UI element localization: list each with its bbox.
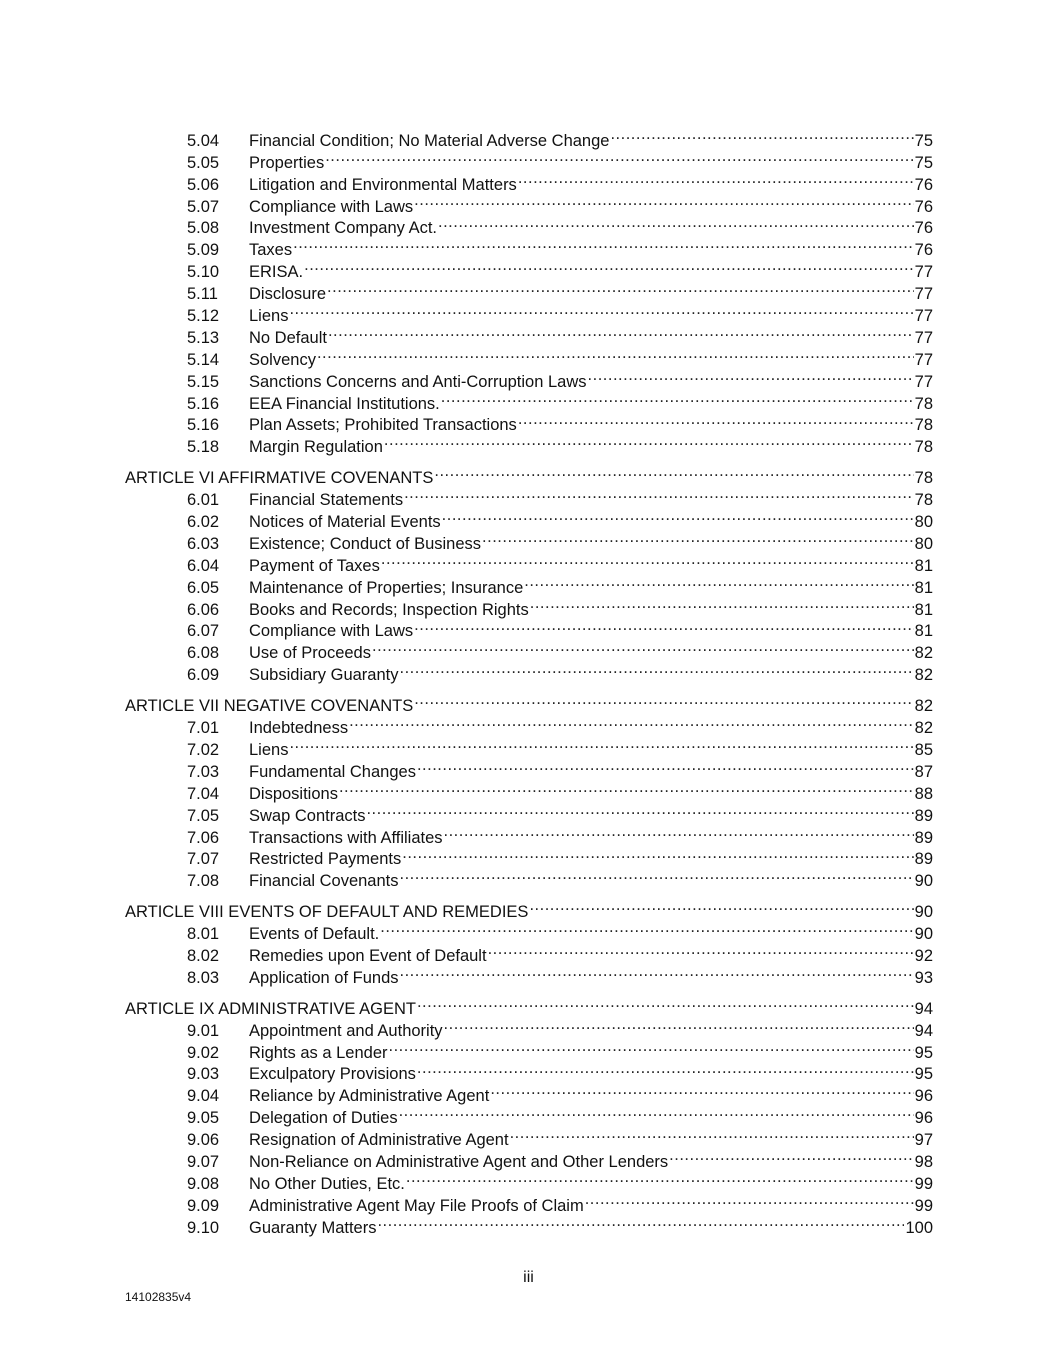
page-number: iii — [523, 1269, 534, 1286]
dot-leader — [482, 527, 914, 549]
toc-section-title: Financial Statements — [249, 491, 404, 510]
document-id: 14102835v4 — [125, 1290, 192, 1304]
toc-page-number: 76 — [914, 175, 933, 194]
toc-page-number: 78 — [914, 469, 933, 488]
toc-page-number: 100 — [905, 1218, 933, 1237]
dot-leader — [414, 615, 913, 637]
toc-section-title: ERISA. — [249, 263, 304, 282]
toc-section-number — [125, 968, 249, 990]
dot-leader — [327, 277, 914, 299]
toc-section-number-text: 6.01 — [187, 491, 220, 510]
toc-page-number: 77 — [914, 350, 933, 369]
toc-section-number — [125, 306, 249, 328]
dot-leader — [610, 124, 913, 146]
toc-page-number: 75 — [914, 153, 933, 172]
toc-page-number: 81 — [914, 578, 933, 597]
toc-section-number-text: 7.04 — [187, 784, 220, 803]
toc-section-title: Remedies upon Event of Default — [249, 946, 487, 965]
toc-page-number: 99 — [914, 1196, 933, 1215]
dot-leader — [304, 255, 914, 277]
toc-section-number — [125, 175, 249, 197]
toc-section-number — [125, 512, 249, 534]
toc-section-number-text: 6.08 — [187, 644, 220, 663]
toc-section-number — [125, 1021, 249, 1043]
toc-section-number-text: 9.04 — [187, 1087, 220, 1106]
toc-section-title: Reliance by Administrative Agent — [249, 1087, 490, 1106]
toc-page-number: 98 — [914, 1152, 933, 1171]
dot-leader — [524, 571, 913, 593]
dot-leader — [384, 430, 914, 452]
toc-section-title: Resignation of Administrative Agent — [249, 1131, 509, 1150]
dot-leader — [406, 1167, 914, 1189]
toc-section-number-text: 7.08 — [187, 872, 220, 891]
dot-leader — [588, 365, 914, 387]
toc-page-number: 95 — [914, 1043, 933, 1062]
toc-page-number: 78 — [914, 394, 933, 413]
toc-section-title: Litigation and Environmental Matters — [249, 175, 517, 194]
toc-section-number — [125, 262, 249, 284]
dot-leader — [402, 843, 913, 865]
dot-leader — [438, 212, 914, 234]
toc-section-title: Use of Proceeds — [249, 644, 371, 663]
toc-section-number-text: 5.10 — [187, 263, 220, 282]
toc-section-title: Liens — [249, 740, 289, 759]
toc-section-title: Solvency — [249, 350, 316, 369]
toc-section-number-text: 6.06 — [187, 600, 220, 619]
toc-page-number: 89 — [914, 828, 933, 847]
dot-leader — [389, 1036, 914, 1058]
toc-page-number: 76 — [914, 219, 933, 238]
toc-section-number — [125, 946, 249, 968]
toc-article-title: ARTICLE VI AFFIRMATIVE COVENANTS — [125, 469, 434, 488]
toc-section-number — [125, 1196, 249, 1218]
toc-section-title: Sanctions Concerns and Anti-Corruption Laws — [249, 372, 587, 391]
toc-page-number: 95 — [914, 1065, 933, 1084]
toc-section-title: Compliance with Laws — [249, 622, 414, 641]
dot-leader — [404, 483, 914, 505]
toc-section-number — [125, 600, 249, 622]
toc-section-number — [125, 828, 249, 850]
toc-section-number — [125, 394, 249, 416]
toc-section-number — [125, 153, 249, 175]
dot-leader — [518, 168, 914, 190]
toc-section-title: Exculpatory Provisions — [249, 1065, 416, 1084]
dot-leader — [417, 755, 914, 777]
toc-section-number — [125, 665, 249, 687]
toc-page-number: 85 — [914, 740, 933, 759]
toc-section-title: EEA Financial Institutions. — [249, 394, 440, 413]
dot-leader — [518, 409, 914, 431]
toc-section-title: Existence; Conduct of Business — [249, 534, 482, 553]
toc-section-title: Disclosure — [249, 285, 327, 304]
toc-article-title: ARTICLE VII NEGATIVE COVENANTS — [125, 697, 414, 716]
toc-page-number: 92 — [914, 946, 933, 965]
dot-leader — [339, 777, 914, 799]
toc-section-title: Liens — [249, 307, 289, 326]
toc-section-number — [125, 762, 249, 784]
toc-article-title: ARTICLE IX ADMINISTRATIVE AGENT — [125, 999, 416, 1018]
toc-section-number — [125, 534, 249, 556]
toc-section-title: Indebtedness — [249, 719, 349, 738]
dot-leader — [510, 1123, 914, 1145]
toc-section-row[interactable] — [125, 124, 933, 150]
toc-section-title: Restricted Payments — [249, 850, 402, 869]
toc-section-title: Financial Covenants — [249, 872, 399, 891]
toc-section-number-text: 8.01 — [187, 925, 220, 944]
toc-section-number-text: 9.09 — [187, 1196, 220, 1215]
toc-section-number — [125, 131, 249, 153]
toc-page-number: 87 — [914, 762, 933, 781]
dot-leader — [289, 733, 913, 755]
toc-section-number — [125, 1174, 249, 1196]
toc-page-number: 96 — [914, 1109, 933, 1128]
toc-section-number — [125, 437, 249, 459]
toc-section-title: Appointment and Authority — [249, 1021, 443, 1040]
dot-leader — [372, 636, 914, 658]
toc-section-number — [125, 197, 249, 219]
dot-leader — [366, 799, 913, 821]
toc-section-number — [125, 240, 249, 262]
toc-page-number: 88 — [914, 784, 933, 803]
dot-leader — [349, 711, 914, 733]
toc-article-title: ARTICLE VIII EVENTS OF DEFAULT AND REMEDIES — [125, 903, 529, 922]
toc-section-number-text: 9.03 — [187, 1065, 220, 1084]
dot-leader — [529, 895, 913, 917]
toc-section-title: Non-Reliance on Administrative Agent and Other Lenders — [249, 1152, 669, 1171]
toc-section-number-text: 8.02 — [187, 946, 220, 965]
toc-section-number — [125, 578, 249, 600]
toc-page-number: 77 — [914, 328, 933, 347]
toc-page-number: 89 — [914, 850, 933, 869]
toc-section-title: Financial Condition; No Material Adverse Change — [249, 131, 610, 150]
toc-section-number-text: 5.08 — [187, 219, 220, 238]
toc-section-number — [125, 1130, 249, 1152]
toc-section-number-text: 5.16 — [187, 416, 220, 435]
toc-page-number: 75 — [914, 131, 933, 150]
toc-page-number: 76 — [914, 197, 933, 216]
toc-page-number: 82 — [914, 644, 933, 663]
toc-section-title: Rights as a Lender — [249, 1043, 388, 1062]
dot-leader — [417, 1058, 914, 1080]
toc-article-row[interactable] — [125, 895, 933, 922]
dot-leader — [490, 1079, 913, 1101]
toc-article-row[interactable] — [125, 461, 933, 488]
toc-section-number — [125, 490, 249, 512]
toc-section-title: Margin Regulation — [249, 438, 383, 457]
toc-section-number — [125, 284, 249, 306]
toc-section-number — [125, 621, 249, 643]
dot-leader — [441, 387, 914, 409]
dot-leader — [417, 992, 914, 1014]
toc-section-number-text: 5.11 — [187, 285, 218, 304]
toc-page-number: 77 — [914, 285, 933, 304]
toc-section-title: Transactions with Affiliates — [249, 828, 443, 847]
toc-section-number-text: 7.01 — [187, 719, 220, 738]
dot-leader — [444, 821, 914, 843]
dot-leader — [400, 658, 914, 680]
toc-page-number: 94 — [914, 1021, 933, 1040]
toc-page-number: 89 — [914, 806, 933, 825]
toc-section-number-text: 6.05 — [187, 578, 220, 597]
toc-page-number: 82 — [914, 697, 933, 716]
toc-page-number: 77 — [914, 307, 933, 326]
toc-section-number — [125, 643, 249, 665]
dot-leader — [380, 917, 913, 939]
toc-section-number — [125, 415, 249, 437]
dot-leader — [442, 505, 914, 527]
toc-section-title: Fundamental Changes — [249, 762, 416, 781]
toc-section-number — [125, 328, 249, 350]
toc-page-number: 78 — [914, 438, 933, 457]
toc-section-number-text: 7.06 — [187, 828, 220, 847]
toc-section-title: Compliance with Laws — [249, 197, 414, 216]
dot-leader — [377, 1211, 904, 1233]
toc-section-number-text: 5.14 — [187, 350, 220, 369]
toc-article-row[interactable] — [125, 689, 933, 716]
toc-section-number — [125, 806, 249, 828]
toc-section-number-text: 8.03 — [187, 968, 220, 987]
dot-leader — [293, 233, 914, 255]
dot-leader — [399, 1101, 914, 1123]
toc-section-number-text: 9.06 — [187, 1131, 220, 1150]
toc-section-number-text: 5.12 — [187, 307, 220, 326]
toc-section-number-text: 9.10 — [187, 1218, 220, 1237]
toc-page-number: 99 — [914, 1174, 933, 1193]
toc-section-number-text: 9.07 — [187, 1152, 220, 1171]
dot-leader — [289, 299, 913, 321]
toc-page-number: 97 — [914, 1131, 933, 1150]
toc-section-number — [125, 556, 249, 578]
toc-section-title: Dispositions — [249, 784, 338, 803]
toc-section-title: Books and Records; Inspection Rights — [249, 600, 529, 619]
dot-leader — [444, 1014, 914, 1036]
dot-leader — [325, 146, 913, 168]
dot-leader — [434, 461, 913, 483]
toc-section-number-text: 9.05 — [187, 1109, 220, 1128]
toc-section-title: No Default — [249, 328, 327, 347]
toc-section-number-text: 6.03 — [187, 534, 220, 553]
toc-page-number: 82 — [914, 666, 933, 685]
toc-section-number-text: 5.15 — [187, 372, 220, 391]
toc-section-number — [125, 1086, 249, 1108]
toc-section-number-text: 5.16 — [187, 394, 220, 413]
toc-section-number — [125, 350, 249, 372]
toc-page-number: 77 — [914, 372, 933, 391]
dot-leader — [317, 343, 914, 365]
toc-section-title: Plan Assets; Prohibited Transactions — [249, 416, 517, 435]
toc-section-title: Application of Funds — [249, 968, 399, 987]
toc-section-number-text: 6.09 — [187, 666, 220, 685]
toc-section-title: Administrative Agent May File Proofs of Claim — [249, 1196, 584, 1215]
toc-section-number-text: 6.02 — [187, 513, 220, 532]
toc-section-number — [125, 1108, 249, 1130]
toc-section-number — [125, 740, 249, 762]
toc-section-title: Notices of Material Events — [249, 513, 441, 532]
toc-page-number: 77 — [914, 263, 933, 282]
toc-section-number-text: 7.02 — [187, 740, 220, 759]
toc-page-number: 81 — [914, 600, 933, 619]
toc-section-number — [125, 218, 249, 240]
toc-section-number-text: 5.05 — [187, 153, 220, 172]
dot-leader — [400, 864, 914, 886]
toc-section-number-text: 5.07 — [187, 197, 220, 216]
dot-leader — [488, 939, 914, 961]
toc-page-number: 82 — [914, 719, 933, 738]
toc-section-title: Investment Company Act. — [249, 219, 438, 238]
toc-section-number-text: 5.13 — [187, 328, 220, 347]
toc-page-number: 90 — [914, 903, 933, 922]
toc-section-title: Events of Default. — [249, 925, 380, 944]
toc-section-number-text: 9.01 — [187, 1021, 220, 1040]
toc-page-number: 76 — [914, 241, 933, 260]
toc-page-number: 94 — [914, 999, 933, 1018]
dot-leader — [530, 593, 914, 615]
toc-section-number-text: 5.04 — [187, 131, 220, 150]
dot-leader — [585, 1189, 914, 1211]
toc-section-number — [125, 1064, 249, 1086]
dot-leader — [414, 190, 913, 212]
toc-page-number: 78 — [914, 416, 933, 435]
toc-page-number: 96 — [914, 1087, 933, 1106]
toc-section-title: Properties — [249, 153, 325, 172]
toc-section-number-text: 6.04 — [187, 556, 220, 575]
toc-section-number-text: 6.07 — [187, 622, 220, 641]
toc-page-number: 80 — [914, 534, 933, 553]
toc-section-number — [125, 1152, 249, 1174]
toc-section-number — [125, 871, 249, 893]
toc-section-number-text: 7.07 — [187, 850, 220, 869]
toc-article-row[interactable] — [125, 992, 933, 1018]
table-of-contents — [125, 124, 933, 1237]
toc-section-title: Swap Contracts — [249, 806, 366, 825]
toc-page-number: 80 — [914, 513, 933, 532]
dot-leader — [414, 689, 913, 711]
toc-page-number: 81 — [914, 622, 933, 641]
toc-section-title: Maintenance of Properties; Insurance — [249, 578, 524, 597]
toc-section-number-text: 5.18 — [187, 438, 220, 457]
toc-section-number — [125, 1218, 249, 1240]
toc-page-number: 78 — [914, 491, 933, 510]
toc-page-number: 81 — [914, 556, 933, 575]
toc-section-number — [125, 924, 249, 946]
toc-section-number — [125, 849, 249, 871]
toc-section-title: Payment of Taxes — [249, 556, 380, 575]
toc-section-number-text: 7.05 — [187, 806, 220, 825]
toc-section-number — [125, 718, 249, 740]
dot-leader — [400, 961, 914, 983]
dot-leader — [669, 1145, 913, 1167]
toc-page-number: 93 — [914, 968, 933, 987]
toc-page-number: 90 — [914, 925, 933, 944]
dot-leader — [328, 321, 914, 343]
toc-section-number — [125, 784, 249, 806]
toc-section-number — [125, 372, 249, 394]
toc-section-title: Delegation of Duties — [249, 1109, 398, 1128]
toc-section-number-text: 9.08 — [187, 1174, 220, 1193]
toc-section-number — [125, 1043, 249, 1065]
toc-section-title: No Other Duties, Etc. — [249, 1174, 405, 1193]
toc-section-title: Subsidiary Guaranty — [249, 666, 399, 685]
toc-section-number-text: 5.06 — [187, 175, 220, 194]
dot-leader — [381, 549, 914, 571]
toc-page-number: 90 — [914, 872, 933, 891]
toc-section-title: Guaranty Matters — [249, 1218, 377, 1237]
toc-section-number-text: 9.02 — [187, 1043, 220, 1062]
toc-section-title: Taxes — [249, 241, 293, 260]
toc-section-number-text: 5.09 — [187, 241, 220, 260]
toc-section-number-text: 7.03 — [187, 762, 220, 781]
